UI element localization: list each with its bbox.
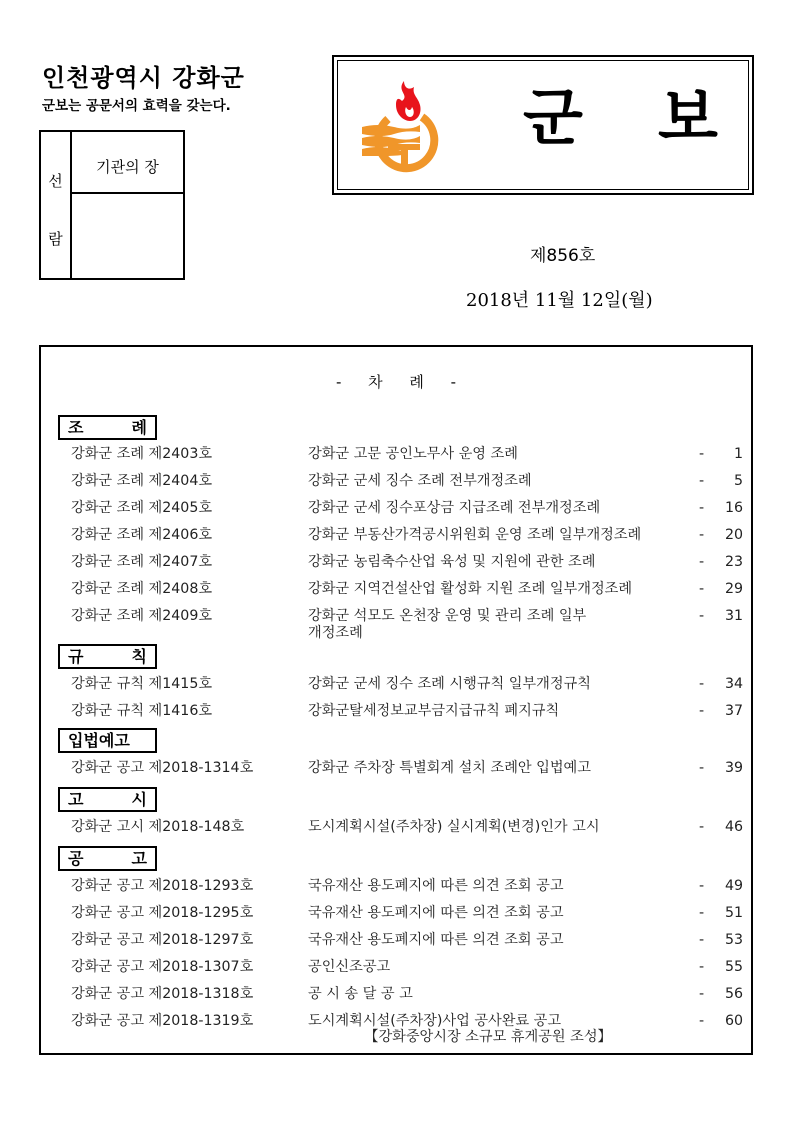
entry-number: 강화군 조례 제2403호 xyxy=(71,446,213,462)
section-label-right: 칙 xyxy=(131,647,147,666)
issue-date: 2018년 11월 12일(월) xyxy=(466,290,653,311)
ganghwa-emblem-icon xyxy=(358,77,450,177)
entry-number: 강화군 조례 제2405호 xyxy=(71,500,213,516)
entry-title: 국유재산 용도폐지에 따른 의견 조회 공고 xyxy=(308,878,564,894)
entry-dash: - xyxy=(699,703,705,719)
entry-title: 강화군 군세 징수포상금 지급조례 전부개정조례 xyxy=(308,500,601,516)
entry-number: 강화군 조례 제2407호 xyxy=(71,554,213,570)
section-label-right: 시 xyxy=(131,790,147,809)
entry-page: 37 xyxy=(724,703,743,719)
review-side-char: 람 xyxy=(48,230,63,248)
entry-title: 강화군 부동산가격공시위원회 운영 조례 일부개정조례 xyxy=(308,527,642,543)
entry-title: 강화군 석모도 온천장 운영 및 관리 조례 일부 xyxy=(308,608,587,624)
entry-title: 강화군탈세정보교부금지급규칙 폐지규칙 xyxy=(308,703,560,719)
entry-title: 도시계획시설(주차장) 실시계획(변경)인가 고시 xyxy=(308,819,600,835)
entry-number: 강화군 공고 제2018-1318호 xyxy=(71,986,254,1002)
entry-page: 60 xyxy=(724,1013,743,1029)
entry-dash: - xyxy=(699,986,705,1002)
entry-dash: - xyxy=(699,819,705,835)
section-label-left: 고 xyxy=(68,790,84,809)
entry-dash: - xyxy=(699,473,705,489)
section-label-left: 공 xyxy=(68,849,84,868)
entry-title: 강화군 고문 공인노무사 운영 조례 xyxy=(308,446,518,462)
section-label-left: 조 xyxy=(68,418,84,437)
entry-dash: - xyxy=(699,500,705,516)
entry-dash: - xyxy=(699,608,705,624)
entry-title: 강화군 지역건설산업 활성화 지원 조례 일부개정조례 xyxy=(308,581,633,597)
entry-dash: - xyxy=(699,1013,705,1029)
entry-title: 국유재산 용도폐지에 따른 의견 조회 공고 xyxy=(308,932,564,948)
entry-title: 공인신조공고 xyxy=(308,959,391,975)
entry-number: 강화군 규칙 제1415호 xyxy=(71,676,213,692)
entry-number: 강화군 공고 제2018-1307호 xyxy=(71,959,254,975)
title-box-inner-border xyxy=(337,60,749,190)
entry-page: 51 xyxy=(724,905,743,921)
entry-page: 55 xyxy=(724,959,743,975)
entry-dash: - xyxy=(699,905,705,921)
entry-page: 23 xyxy=(724,554,743,570)
entry-page: 46 xyxy=(724,819,743,835)
section-label-public-notice xyxy=(58,846,157,871)
entry-number: 강화군 공고 제2018-1293호 xyxy=(71,878,254,894)
entry-title: 공 시 송 달 공 고 xyxy=(308,986,413,1002)
section-label-legislative-notice xyxy=(58,728,157,753)
section-label-announcement xyxy=(58,787,157,812)
entry-number: 강화군 조례 제2404호 xyxy=(71,473,213,489)
entry-number: 강화군 공고 제2018-1295호 xyxy=(71,905,254,921)
title-box xyxy=(332,55,754,195)
entry-dash: - xyxy=(699,878,705,894)
entry-page: 20 xyxy=(724,527,743,543)
entry-page: 53 xyxy=(724,932,743,948)
entry-page: 16 xyxy=(724,500,743,516)
section-label-rule xyxy=(58,644,157,669)
entry-dash: - xyxy=(699,760,705,776)
title-char: 보 xyxy=(658,81,718,154)
org-subtitle: 군보는 공문서의 효력을 갖는다. xyxy=(42,98,231,114)
review-side-column xyxy=(41,132,72,278)
entry-title: 강화군 농림축수산업 육성 및 지원에 관한 조례 xyxy=(308,554,596,570)
entry-dash: - xyxy=(699,959,705,975)
entry-dash: - xyxy=(699,446,705,462)
review-box xyxy=(39,130,185,280)
entry-dash: - xyxy=(699,581,705,597)
issue-number: 제856호 xyxy=(530,246,596,266)
entry-number: 강화군 규칙 제1416호 xyxy=(71,703,213,719)
entry-title: 도시계획시설(주차장)사업 공사완료 공고 xyxy=(308,1013,562,1029)
org-title: 인천광역시 강화군 xyxy=(42,64,245,92)
entry-page: 34 xyxy=(724,676,743,692)
entry-page: 39 xyxy=(724,760,743,776)
section-label-left: 규 xyxy=(68,647,84,666)
entry-page: 49 xyxy=(724,878,743,894)
entry-number: 강화군 고시 제2018-148호 xyxy=(71,819,245,835)
entry-number: 강화군 조례 제2408호 xyxy=(71,581,213,597)
review-side-char: 선 xyxy=(48,172,63,190)
entry-dash: - xyxy=(699,932,705,948)
entry-page: 29 xyxy=(724,581,743,597)
title-char: 군 xyxy=(523,81,583,154)
entry-number: 강화군 공고 제2018-1319호 xyxy=(71,1013,254,1029)
entry-title-line2: 개정조례 xyxy=(308,625,363,641)
entry-number: 강화군 조례 제2406호 xyxy=(71,527,213,543)
entry-page: 5 xyxy=(733,473,743,489)
entry-title: 강화군 군세 징수 조례 전부개정조례 xyxy=(308,473,532,489)
table-of-contents xyxy=(39,345,753,1055)
entry-title: 강화군 군세 징수 조례 시행규칙 일부개정규칙 xyxy=(308,676,591,692)
entry-dash: - xyxy=(699,676,705,692)
entry-title-line2: 【강화중앙시장 소규모 휴게공원 조성】 xyxy=(364,1029,612,1045)
entry-title: 국유재산 용도폐지에 따른 의견 조회 공고 xyxy=(308,905,564,921)
section-label-ordinance xyxy=(58,415,157,440)
section-label-right: 고 xyxy=(131,849,147,868)
entry-number: 강화군 공고 제2018-1297호 xyxy=(71,932,254,948)
entry-page: 31 xyxy=(724,608,743,624)
entry-title: 강화군 주차장 특별회계 설치 조례안 입법예고 xyxy=(308,760,591,776)
entry-dash: - xyxy=(699,527,705,543)
entry-page: 1 xyxy=(733,446,743,462)
entry-number: 강화군 공고 제2018-1314호 xyxy=(71,760,254,776)
toc-title: - 차 례 - xyxy=(335,373,457,391)
review-head-label: 기관의 장 xyxy=(72,132,183,194)
entry-dash: - xyxy=(699,554,705,570)
section-label-right: 례 xyxy=(131,418,147,437)
section-label-left: 입법예고 xyxy=(68,731,130,750)
entry-number: 강화군 조례 제2409호 xyxy=(71,608,213,624)
entry-page: 56 xyxy=(724,986,743,1002)
